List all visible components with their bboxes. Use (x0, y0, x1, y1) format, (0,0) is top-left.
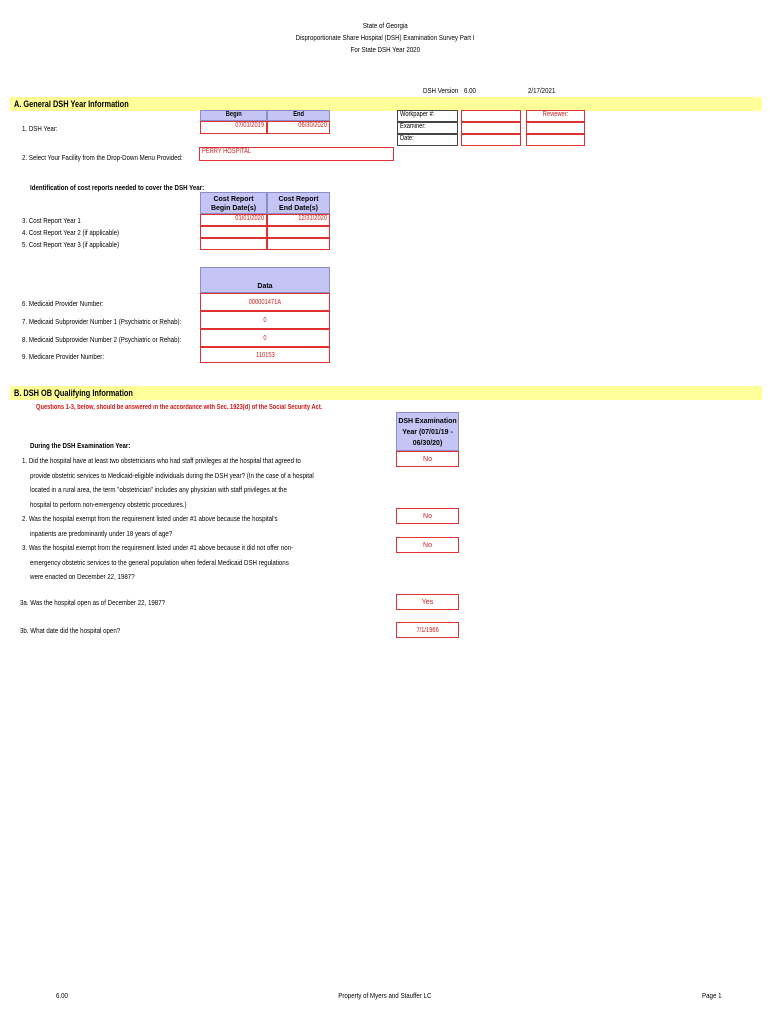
cost-report-year-3-label: 5. Cost Report Year 3 (if applicable) (22, 240, 120, 249)
q2-text: 2. Was the hospital exempt from the requirement listed under #1 above because the hospital's inpatients are predominantly under 18 years of age? (22, 514, 278, 538)
medicaid-provider-field[interactable]: 000001471A (200, 293, 330, 311)
cr1-begin-field[interactable]: 01/01/2020 (200, 214, 267, 226)
subprovider-1-field[interactable]: 0 (200, 311, 330, 329)
section-a-header: A. General DSH Year Information (10, 97, 762, 111)
cr3-end-field[interactable] (267, 238, 330, 250)
dsh-year-begin-field[interactable]: 07/01/2019 (200, 121, 267, 134)
cr2-begin-field[interactable] (200, 226, 267, 238)
reviewer-date-field[interactable] (526, 134, 585, 146)
medicare-provider-label: 9. Medicare Provider Number: (22, 352, 105, 361)
version-number: 6.00 (464, 86, 476, 95)
date-field[interactable] (461, 134, 521, 146)
q3a-answer-field[interactable]: Yes (396, 594, 459, 610)
section-b-header: B. DSH OB Qualifying Information (10, 386, 762, 400)
reviewer-field[interactable] (526, 122, 585, 134)
dsh-year-end-field[interactable]: 06/30/2020 (267, 121, 330, 134)
exam-year-header: DSH Examination Year (07/01/19 - 06/30/20) (396, 412, 459, 451)
data-header: Data (200, 267, 330, 293)
examiner-field[interactable] (461, 122, 521, 134)
header-survey-title: Disproportionate Share Hospital (DSH) Examination Survey Part I (295, 33, 475, 42)
date-label-cell: Date: (397, 134, 458, 146)
q3-text: 3. Was the hospital exempt from the requirement listed under #1 above because it did not offer non- emergency obstetric services to the general population when federal Medicaid DSH regulations were enacted on December 22, 1987? (22, 543, 294, 581)
footer-page: Page 1 (702, 991, 722, 1000)
end-header: End (267, 110, 330, 121)
footer-property: Property of Myers and Stauffer LC (338, 991, 432, 1000)
workpaper-field[interactable] (461, 110, 521, 122)
cr2-end-field[interactable] (267, 226, 330, 238)
q3b-label: 3b. What date did the hospital open? (20, 626, 121, 635)
medicare-provider-field[interactable]: 110153 (200, 347, 330, 363)
q1-text: 1. Did the hospital have at least two obstetricians who had staff privileges at the hospital that agreed to provide obstetric services to Medicaid-eligible individuals during the DSH year? (In the case of a hospital located in a rural area, the term "obstetrician" includes any physician with staff privileges at the hospital to perform non-emergency obstetric procedures.) (22, 456, 314, 509)
footer-version: 6.00 (56, 991, 68, 1000)
header-state: State of Georgia (362, 21, 408, 30)
reviewer-label-cell: Reviewer: (526, 110, 585, 122)
cost-report-heading: Identification of cost reports needed to cover the DSH Year: (30, 183, 205, 192)
during-dsh-year-label: During the DSH Examination Year: (30, 441, 131, 450)
cr-begin-header: Cost Report Begin Date(s) (200, 192, 267, 214)
begin-header: Begin (200, 110, 267, 121)
q3b-answer-field[interactable]: 7/1/1966 (396, 622, 459, 638)
cr3-begin-field[interactable] (200, 238, 267, 250)
q2-answer-field[interactable]: No (396, 508, 459, 524)
cost-report-year-1-label: 3. Cost Report Year 1 (22, 216, 81, 225)
dsh-year-label: 1. DSH Year: (22, 124, 58, 133)
version-label: DSH Version (423, 86, 459, 95)
subprovider-1-label: 7. Medicaid Subprovider Number 1 (Psychiatric or Rehab): (22, 317, 182, 326)
cr-end-header: Cost Report End Date(s) (267, 192, 330, 214)
examiner-label-cell: Examiner: (397, 122, 458, 134)
q3a-label: 3a. Was the hospital open as of December 22, 1987? (20, 598, 166, 607)
q1-answer-field[interactable]: No (396, 451, 459, 467)
cost-report-year-2-label: 4. Cost Report Year 2 (if applicable) (22, 228, 120, 237)
subprovider-2-field[interactable]: 0 (200, 329, 330, 347)
version-date: 2/17/2021 (528, 86, 556, 95)
q3-answer-field[interactable]: No (396, 537, 459, 553)
workpaper-label-cell: Workpaper #: (397, 110, 458, 122)
facility-select[interactable]: PERRY HOSPITAL (199, 147, 394, 161)
header-dsh-year: For State DSH Year 2020 (350, 45, 420, 54)
medicaid-provider-label: 6. Medicaid Provider Number: (22, 299, 104, 308)
section-b-note: Questions 1-3, below, should be answered in the accordance with Sec. 1923(d) of the Social Security Act. (36, 404, 323, 411)
cr1-end-field[interactable]: 12/31/2020 (267, 214, 330, 226)
subprovider-2-label: 8. Medicaid Subprovider Number 2 (Psychiatric or Rehab): (22, 335, 182, 344)
facility-label: 2. Select Your Facility from the Drop-Down Menu Provided: (22, 153, 183, 162)
